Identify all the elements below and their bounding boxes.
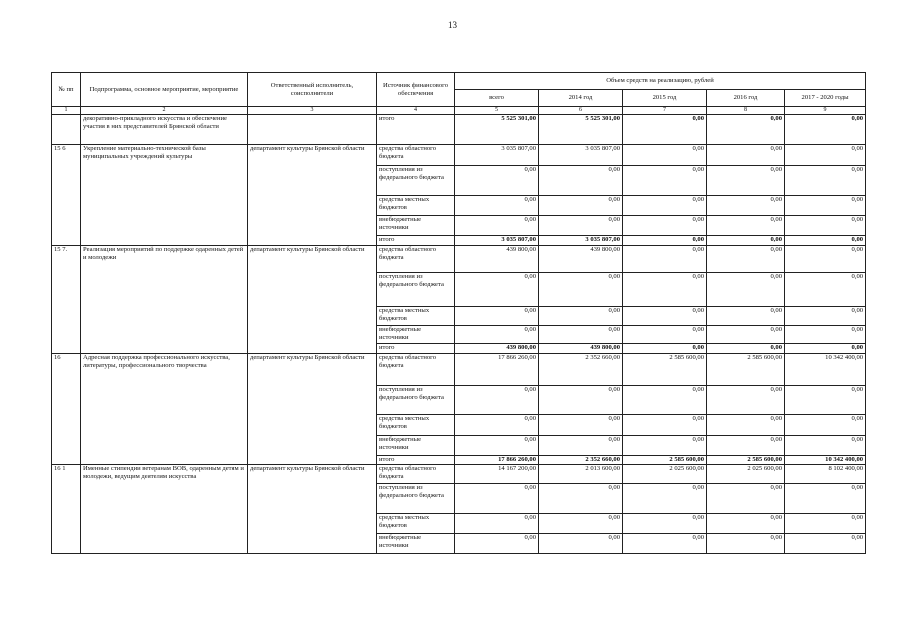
value-total: 0,00 xyxy=(455,534,539,554)
value-2014: 2 352 660,00 xyxy=(539,456,623,465)
page-number: 13 xyxy=(448,20,457,30)
value-2014: 3 035 807,00 xyxy=(539,145,623,166)
funding-source: поступления из федерального бюджета xyxy=(377,273,455,307)
header-2014: 2014 год xyxy=(539,90,623,107)
value-2015: 2 585 600,00 xyxy=(623,354,707,386)
value-2017-2020: 0,00 xyxy=(785,484,866,514)
value-2016: 0,00 xyxy=(707,145,785,166)
executor-name: департамент культуры Брянской области xyxy=(248,145,377,246)
executor-name: департамент культуры Брянской области xyxy=(248,354,377,465)
value-2017-2020: 0,00 xyxy=(785,166,866,196)
value-total: 0,00 xyxy=(455,484,539,514)
item-number: 16 1 xyxy=(52,465,81,554)
header-source: Источник финансового обеспечения xyxy=(377,73,455,107)
value-2016: 0,00 xyxy=(707,344,785,354)
value-2016: 0,00 xyxy=(707,166,785,196)
value-total: 17 866 260,00 xyxy=(455,354,539,386)
value-total: 0,00 xyxy=(455,415,539,436)
value-2015: 0,00 xyxy=(623,386,707,415)
value-2014: 0,00 xyxy=(539,307,623,326)
value-total: 0,00 xyxy=(455,436,539,456)
funding-source: поступления из федерального бюджета xyxy=(377,386,455,415)
value-2017-2020: 0,00 xyxy=(785,534,866,554)
table-row xyxy=(52,246,866,273)
header-2015: 2015 год xyxy=(623,90,707,107)
item-number: 15 7. xyxy=(52,246,81,354)
executor-name xyxy=(248,115,377,145)
header-row-1 xyxy=(52,73,866,90)
funding-source: внебюджетные источники xyxy=(377,436,455,456)
value-total: 0,00 xyxy=(455,386,539,415)
value-2016: 2 585 600,00 xyxy=(707,456,785,465)
table-row xyxy=(52,465,866,484)
column-number: 3 xyxy=(248,107,377,115)
value-2015: 0,00 xyxy=(623,307,707,326)
value-2014: 2 352 660,00 xyxy=(539,354,623,386)
funding-source: средства областного бюджета xyxy=(377,465,455,484)
funding-source: средства местных бюджетов xyxy=(377,307,455,326)
value-total: 439 800,00 xyxy=(455,344,539,354)
value-2016: 0,00 xyxy=(707,246,785,273)
value-total: 0,00 xyxy=(455,196,539,216)
column-number: 1 xyxy=(52,107,81,115)
value-2014: 439 800,00 xyxy=(539,246,623,273)
value-2016: 0,00 xyxy=(707,484,785,514)
column-number: 6 xyxy=(539,107,623,115)
value-2014: 0,00 xyxy=(539,436,623,456)
value-2015: 0,00 xyxy=(623,166,707,196)
header-2016: 2016 год xyxy=(707,90,785,107)
funding-source: поступления из федерального бюджета xyxy=(377,166,455,196)
value-2014: 0,00 xyxy=(539,415,623,436)
column-number-row xyxy=(52,107,866,115)
value-2015: 0,00 xyxy=(623,196,707,216)
value-2017-2020: 0,00 xyxy=(785,514,866,534)
executor-name: департамент культуры Брянской области xyxy=(248,465,377,554)
value-2014: 0,00 xyxy=(539,216,623,236)
funding-source: итого xyxy=(377,456,455,465)
value-2015: 0,00 xyxy=(623,326,707,344)
funding-source: внебюджетные источники xyxy=(377,534,455,554)
value-2016: 0,00 xyxy=(707,514,785,534)
header-2017-2020: 2017 - 2020 годы xyxy=(785,90,866,107)
value-2017-2020: 0,00 xyxy=(785,216,866,236)
header-no: № пп xyxy=(52,73,81,107)
value-2017-2020: 0,00 xyxy=(785,415,866,436)
column-number: 5 xyxy=(455,107,539,115)
value-total: 14 167 200,00 xyxy=(455,465,539,484)
value-2016: 0,00 xyxy=(707,415,785,436)
value-2014: 2 013 600,00 xyxy=(539,465,623,484)
funding-source: внебюджетные источники xyxy=(377,216,455,236)
value-total: 3 035 807,00 xyxy=(455,145,539,166)
value-total: 0,00 xyxy=(455,166,539,196)
executor-name: департамент культуры Брянской области xyxy=(248,246,377,354)
value-2014: 0,00 xyxy=(539,326,623,344)
value-2015: 2 585 600,00 xyxy=(623,456,707,465)
value-total: 5 525 301,00 xyxy=(455,115,539,145)
value-2015: 0,00 xyxy=(623,216,707,236)
item-number: 15 6 xyxy=(52,145,81,246)
value-2016: 0,00 xyxy=(707,196,785,216)
value-2016: 0,00 xyxy=(707,273,785,307)
funding-source: итого xyxy=(377,236,455,246)
column-number: 8 xyxy=(707,107,785,115)
value-total: 3 035 807,00 xyxy=(455,236,539,246)
value-total: 0,00 xyxy=(455,326,539,344)
value-2017-2020: 0,00 xyxy=(785,196,866,216)
value-2017-2020: 8 102 400,00 xyxy=(785,465,866,484)
program-name: Адресная поддержка профессионального искусства, литературы, профессионального творчества xyxy=(81,354,248,465)
funding-source: средства местных бюджетов xyxy=(377,196,455,216)
value-total: 0,00 xyxy=(455,514,539,534)
header-executor: Ответственный исполнитель, соисполнители xyxy=(248,73,377,107)
funding-source: средства местных бюджетов xyxy=(377,514,455,534)
value-2016: 0,00 xyxy=(707,216,785,236)
funding-source: итого xyxy=(377,115,455,145)
table-row xyxy=(52,354,866,386)
value-2017-2020: 0,00 xyxy=(785,145,866,166)
program-name: декоративно-прикладного искусства и обеспечение участия в них представителей Брянской области xyxy=(81,115,248,145)
header-volume: Объем средств на реализацию, рублей xyxy=(455,73,866,90)
value-total: 0,00 xyxy=(455,307,539,326)
value-2016: 0,00 xyxy=(707,326,785,344)
column-number: 2 xyxy=(81,107,248,115)
value-2015: 0,00 xyxy=(623,415,707,436)
column-number: 7 xyxy=(623,107,707,115)
value-2017-2020: 0,00 xyxy=(785,307,866,326)
program-name: Укрепление материально-технической базы муниципальных учреждений культуры xyxy=(81,145,248,246)
value-2014: 439 800,00 xyxy=(539,344,623,354)
value-2017-2020: 10 342 400,00 xyxy=(785,456,866,465)
funding-source: средства областного бюджета xyxy=(377,354,455,386)
value-2016: 0,00 xyxy=(707,307,785,326)
funding-source: средства местных бюджетов xyxy=(377,415,455,436)
item-number xyxy=(52,115,81,145)
value-2014: 0,00 xyxy=(539,534,623,554)
value-2016: 0,00 xyxy=(707,436,785,456)
table-row xyxy=(52,145,866,166)
value-2015: 0,00 xyxy=(623,236,707,246)
value-total: 0,00 xyxy=(455,216,539,236)
table-row xyxy=(52,115,866,145)
value-2015: 0,00 xyxy=(623,145,707,166)
column-number: 4 xyxy=(377,107,455,115)
value-2015: 0,00 xyxy=(623,534,707,554)
program-name: Реализация мероприятий по поддержке одаренных детей и молодежи xyxy=(81,246,248,354)
value-2015: 0,00 xyxy=(623,246,707,273)
value-2016: 0,00 xyxy=(707,115,785,145)
value-2015: 0,00 xyxy=(623,115,707,145)
value-2017-2020: 0,00 xyxy=(785,115,866,145)
value-2016: 2 025 600,00 xyxy=(707,465,785,484)
value-2014: 0,00 xyxy=(539,273,623,307)
value-2017-2020: 0,00 xyxy=(785,273,866,307)
funding-source: поступления из федерального бюджета xyxy=(377,484,455,514)
funding-source: внебюджетные источники xyxy=(377,326,455,344)
header-total: всего xyxy=(455,90,539,107)
value-2017-2020: 0,00 xyxy=(785,326,866,344)
value-2014: 5 525 301,00 xyxy=(539,115,623,145)
funding-source: итого xyxy=(377,344,455,354)
value-2015: 2 025 600,00 xyxy=(623,465,707,484)
value-2015: 0,00 xyxy=(623,514,707,534)
value-2017-2020: 0,00 xyxy=(785,436,866,456)
budget-body xyxy=(52,115,866,554)
value-2016: 0,00 xyxy=(707,236,785,246)
value-2015: 0,00 xyxy=(623,344,707,354)
value-total: 0,00 xyxy=(455,273,539,307)
value-2016: 0,00 xyxy=(707,386,785,415)
value-2014: 0,00 xyxy=(539,484,623,514)
value-total: 439 800,00 xyxy=(455,246,539,273)
column-number: 9 xyxy=(785,107,866,115)
value-2017-2020: 0,00 xyxy=(785,344,866,354)
header-program: Подпрограмма, основное мероприятие, мероприятие xyxy=(81,73,248,107)
value-2014: 0,00 xyxy=(539,196,623,216)
value-2015: 0,00 xyxy=(623,484,707,514)
funding-source: средства областного бюджета xyxy=(377,145,455,166)
value-2017-2020: 10 342 400,00 xyxy=(785,354,866,386)
value-2014: 0,00 xyxy=(539,166,623,196)
value-2015: 0,00 xyxy=(623,436,707,456)
value-2014: 3 035 807,00 xyxy=(539,236,623,246)
value-2016: 0,00 xyxy=(707,534,785,554)
value-2015: 0,00 xyxy=(623,273,707,307)
funding-source: средства областного бюджета xyxy=(377,246,455,273)
budget-table xyxy=(51,72,866,554)
value-2017-2020: 0,00 xyxy=(785,236,866,246)
value-2014: 0,00 xyxy=(539,386,623,415)
value-total: 17 866 260,00 xyxy=(455,456,539,465)
value-2016: 2 585 600,00 xyxy=(707,354,785,386)
value-2017-2020: 0,00 xyxy=(785,386,866,415)
value-2017-2020: 0,00 xyxy=(785,246,866,273)
program-name: Именные стипендии ветеранам ВОВ, одаренным детям и молодежи, ведущим деятелям искусства xyxy=(81,465,248,554)
value-2014: 0,00 xyxy=(539,514,623,534)
item-number: 16 xyxy=(52,354,81,465)
